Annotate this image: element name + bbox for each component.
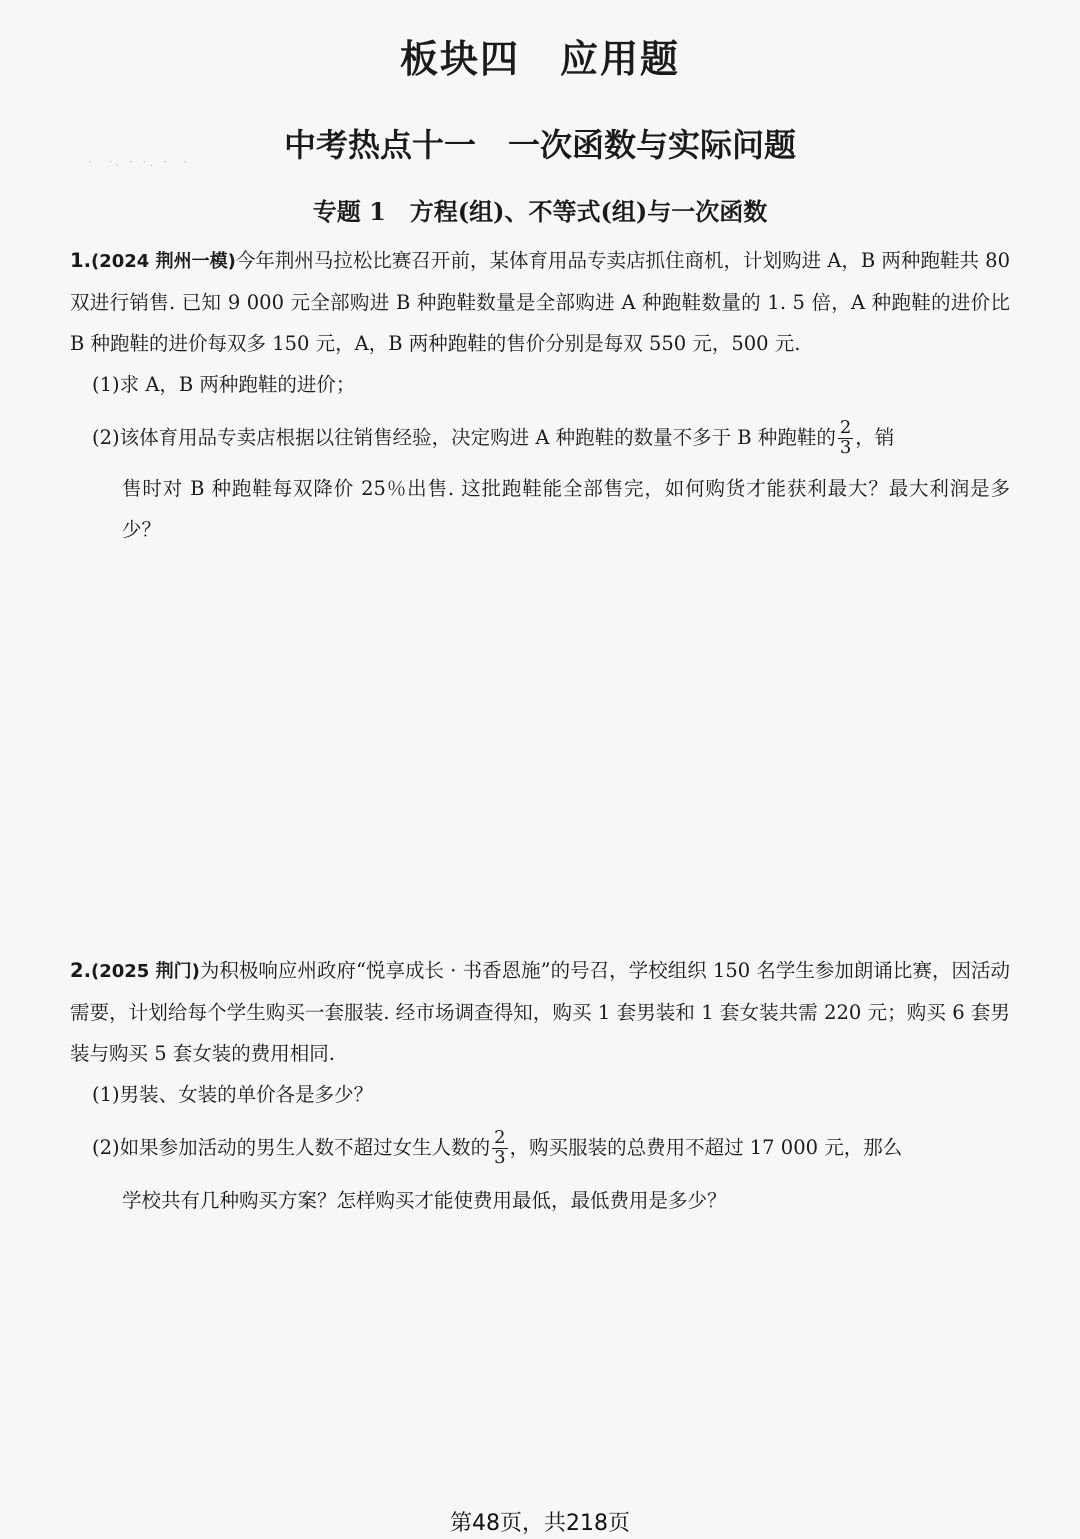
question-1 [70, 240, 1010, 550]
question-1-part-2-continued: 售时对 B 种跑鞋每双降价 25％出售. 这批跑鞋能全部售完，如何购货才能获利最大？最大利润是多少？ [122, 477, 1010, 541]
fraction-numerator: 2 [494, 1127, 506, 1149]
part-text: (2)该体育用品专卖店根据以往销售经验，决定购进 A 种跑鞋的数量不多于 B 种跑鞋的 [92, 426, 836, 449]
part-text: (2)如果参加活动的男生人数不超过女生人数的 [92, 1136, 491, 1159]
question-2-part-1: (1)男装、女装的单价各是多少？ [92, 1083, 374, 1106]
part-text: ，销 [855, 426, 895, 449]
topic-title: 专题 1 方程(组)、不等式(组)与一次函数 [312, 197, 768, 226]
hotspot-title: 中考热点十一 一次函数与实际问题 [283, 126, 796, 164]
part-text: ，购买服装的总费用不超过 17 000 元，那么 [509, 1136, 903, 1159]
section-title: 板块四 应用题 [399, 37, 680, 81]
question-1-part-1: (1)求 A，B 两种跑鞋的进价； [92, 373, 356, 396]
question-2 [70, 950, 1010, 1221]
question-1-stem [70, 240, 1010, 364]
page-number-footer: 第48页，共218页 [450, 1511, 630, 1536]
question-2-part-2 [70, 1127, 1010, 1168]
question-2-stem [70, 950, 1010, 1074]
question-text: 为积极响应州政府“悦享成长 · 书香恩施”的号召，学校组织 150 名学生参加朗诵比赛，因活动需要，计划给每个学生购买一套服装. 经市场调查得知，购买 1 套男装和 1 套女装共需 220 元；购买 6 套男装与购买 5 套女装的费用相同. [70, 959, 1010, 1065]
question-source: (2024 荆州一模) [90, 251, 236, 272]
fraction-numerator: 2 [839, 417, 852, 439]
question-2-part-2-continued: 学校共有几种购买方案？怎样购买才能使费用最低，最低费用是多少？ [122, 1189, 727, 1212]
question-1-part-2 [70, 417, 1010, 458]
fraction-denominator: 3 [494, 1147, 506, 1168]
scan-noise: · ·. · ·. · · [88, 155, 191, 169]
question-source: (2025 荆门) [90, 961, 200, 982]
question-number: 2. [70, 959, 91, 982]
question-text: 今年荆州马拉松比赛召开前，某体育用品专卖店抓住商机，计划购进 A，B 两种跑鞋共 80 双进行销售. 已知 9 000 元全部购进 B 种跑鞋数量是全部购进 A 种跑鞋数量的 1. 5 倍，A 种跑鞋的进价比 B 种跑鞋的进价每双多 150 元，A，B 两种跑鞋的售价分别是每双 550 元，500 元. [70, 249, 1010, 355]
fraction [492, 1129, 507, 1168]
fraction [838, 419, 853, 458]
question-number: 1. [70, 249, 91, 272]
fraction-denominator: 3 [839, 437, 852, 458]
